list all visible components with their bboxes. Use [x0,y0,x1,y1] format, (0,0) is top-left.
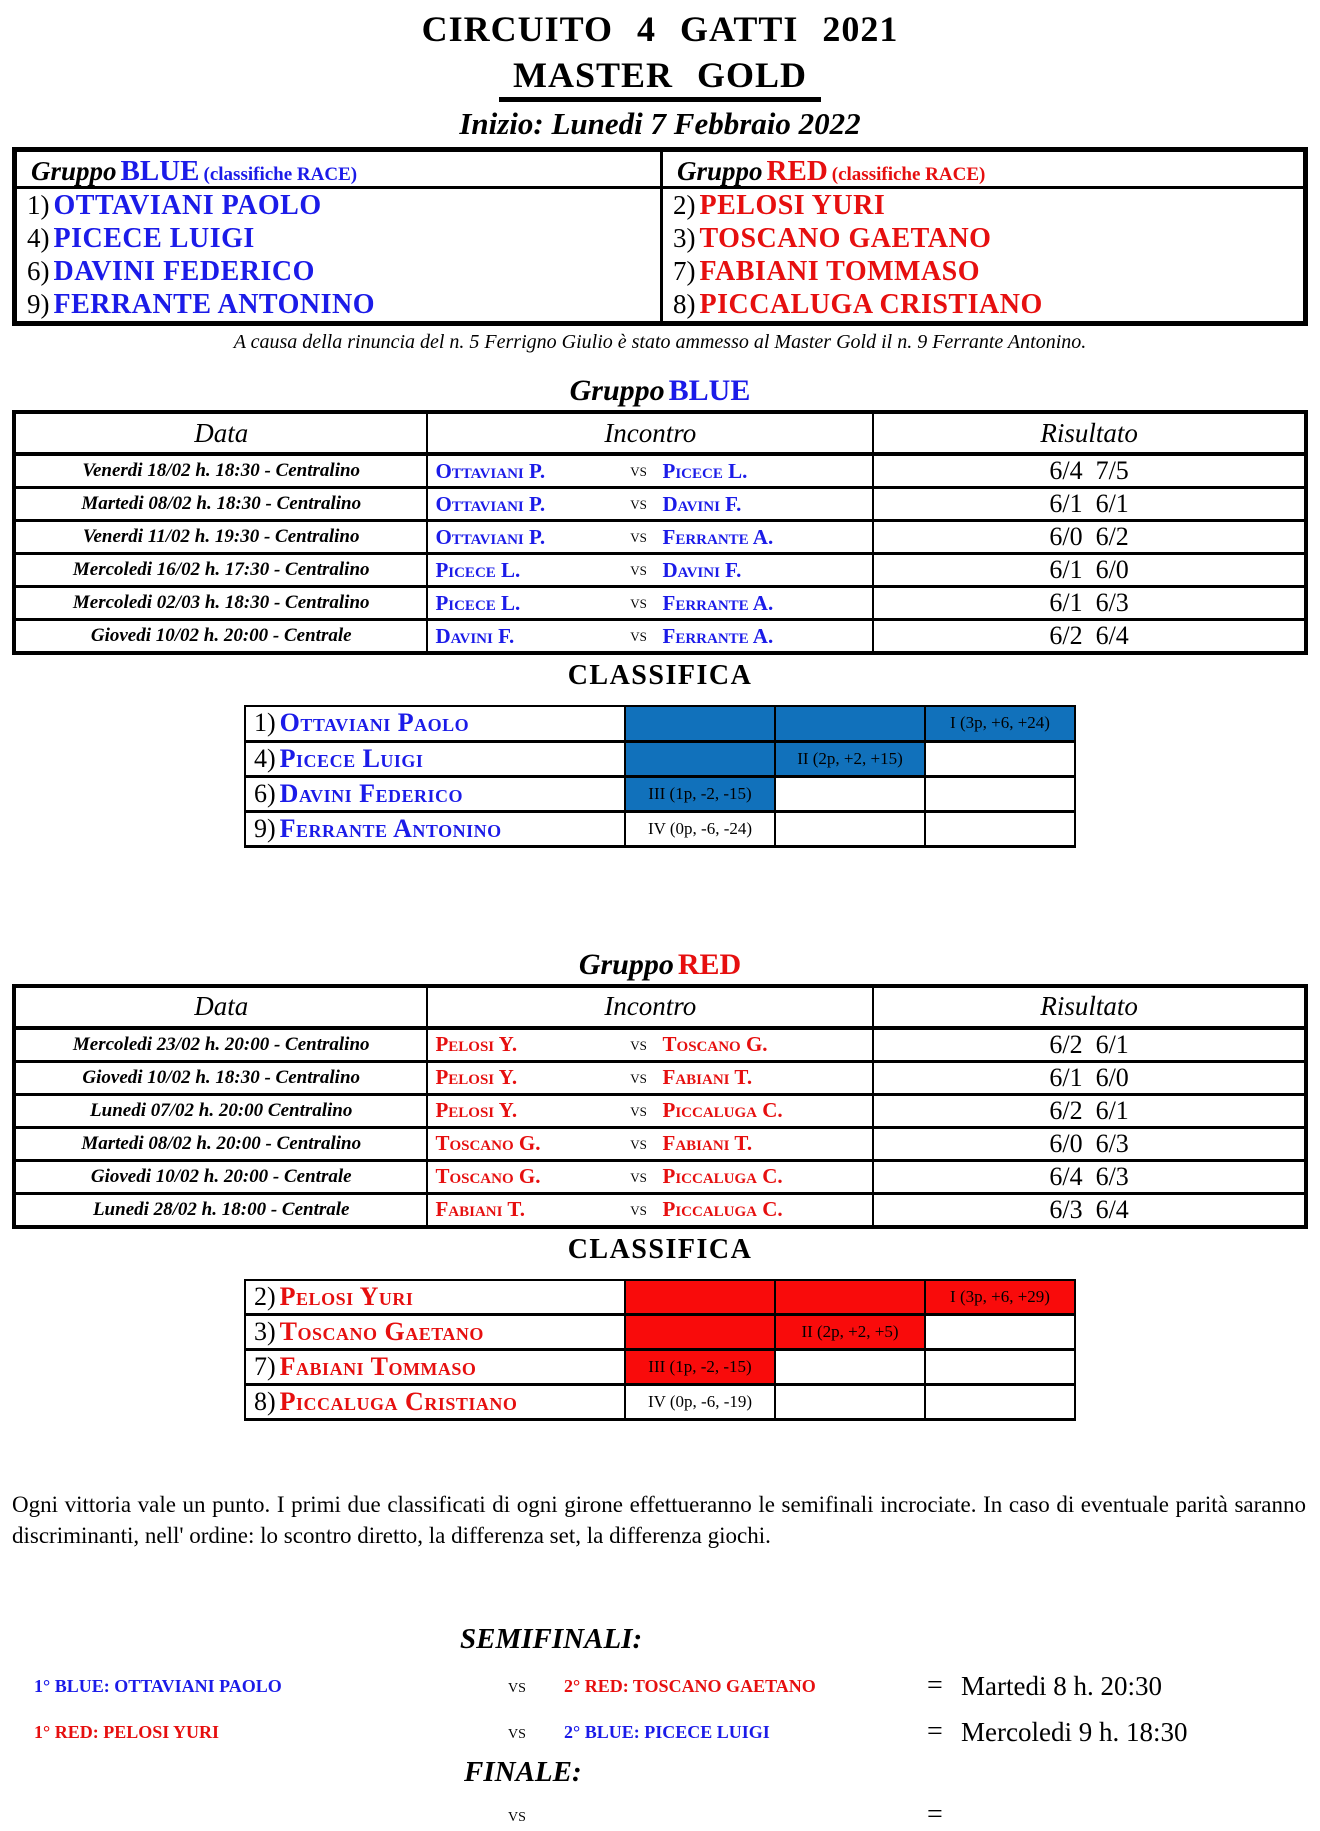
standing-cell [625,1315,775,1350]
player-2: Fabiani T. [662,1131,753,1155]
table-row [14,1094,1306,1127]
player-name: TOSCANO GAETANO [699,223,992,254]
table-row [14,521,1306,554]
table-row [245,741,1075,776]
page-subtitle: MASTER GOLD [499,54,821,102]
table-row [245,1315,1075,1350]
column-header-risultato: Risultato [873,412,1306,454]
group-red-prefix: Gruppo [677,156,763,186]
standing-player [245,1315,625,1350]
list-item [17,222,660,255]
match-result: 6/0 6/3 [873,1127,1306,1160]
player-2: Ferrante A. [662,590,774,615]
match-result: 6/1 6/0 [873,1061,1306,1094]
column-header-incontro: Incontro [427,412,873,454]
standing-cell [925,1350,1075,1385]
classifica-title-red: CLASSIFICA [567,1233,753,1265]
group-blue-prefix: Gruppo [31,156,117,186]
vs-label: vs [630,1198,647,1220]
player-name: DAVINI FEDERICO [53,256,315,287]
player-2: Piccaluga C. [662,1164,783,1188]
group-blue-name: BLUE [120,155,200,187]
match-date: Mercoledi 23/02 h. 20:00 - Centralino [14,1028,427,1062]
heading-prefix: Gruppo [578,947,674,981]
player-2: Toscano G. [662,1032,768,1056]
column-header-incontro: Incontro [427,986,873,1028]
match-result: 6/1 6/1 [873,488,1306,521]
standing-cell: I (3p, +6, +29) [925,1280,1075,1315]
vs-label: vs [630,1132,647,1154]
player-name: Toscano Gaetano [279,1317,484,1346]
group-blue-column [17,152,660,321]
match-date: Venerdi 11/02 h. 19:30 - Centralino [14,521,427,554]
semifinal-row [0,1670,1320,1702]
player-name: Piccaluga Cristiano [279,1387,518,1416]
match-result: 6/4 6/3 [873,1160,1306,1193]
match-date: Mercoledi 16/02 h. 17:30 - Centralino [14,554,427,587]
vs-label: vs [508,1803,526,1826]
match-result: 6/3 6/4 [873,1193,1306,1227]
group-red-suffix: (classifiche RACE) [831,164,986,185]
match-players [427,554,873,587]
match-result: 6/4 7/5 [873,454,1306,488]
table-row [14,488,1306,521]
match-result: 6/1 6/3 [873,587,1306,620]
list-item [663,255,1303,288]
equals-sign: = [927,1716,943,1748]
player-name: Picece Luigi [279,743,424,773]
page-title: CIRCUITO 4 GATTI 2021 [421,9,899,49]
match-players [427,488,873,521]
list-item [663,288,1303,321]
section-heading-blue [0,374,1320,408]
player-2: Ferrante A. [662,524,774,549]
match-result: 6/2 6/4 [873,620,1306,654]
standing-player [245,706,625,741]
equals-sign: = [927,1670,943,1702]
match-date: Lunedi 28/02 h. 18:00 - Centrale [14,1193,427,1227]
vs-label: vs [630,493,647,514]
player-seed: 7) [254,1352,276,1381]
player-2: Picece L. [662,458,748,483]
standing-cell [775,706,925,741]
table-row [14,554,1306,587]
vs-label: vs [630,1099,647,1121]
player-1: Ottaviani P. [435,458,546,483]
standing-cell [925,1385,1075,1420]
vs-label: vs [508,1674,526,1697]
semifinal-schedule: Martedi 8 h. 20:30 [961,1670,1162,1701]
groups-box [12,147,1308,326]
match-date: Venerdi 18/02 h. 18:30 - Centralino [14,454,427,488]
column-header-data: Data [14,412,427,454]
player-1: Pelosi Y. [435,1032,518,1056]
standing-cell [775,1385,925,1420]
standing-cell [925,811,1075,846]
player-seed: 3) [673,223,696,253]
player-seed: 8) [673,289,696,319]
table-header-row [14,412,1306,454]
finale-row [0,1799,1320,1831]
list-item [663,222,1303,255]
standing-player [245,1280,625,1315]
player-1: Toscano G. [435,1164,541,1188]
player-name: OTTAVIANI PAOLO [53,190,322,221]
start-date-line: Inizio: Lunedi 7 Febbraio 2022 [459,106,861,141]
semifinal-schedule: Mercoledi 9 h. 18:30 [961,1716,1188,1747]
classifica-title-blue: CLASSIFICA [567,660,753,691]
player-name: Ottaviani Paolo [279,708,470,738]
standing-cell [925,1315,1075,1350]
heading-group-name: RED [677,947,742,981]
table-row [245,776,1075,811]
vs-label: vs [630,1165,647,1187]
player-seed: 8) [254,1387,276,1416]
player-seed: 2) [673,190,696,220]
player-1: Ottaviani P. [435,524,546,549]
table-row [14,620,1306,654]
player-name: FABIANI TOMMASO [699,256,981,287]
table-row [14,1061,1306,1094]
match-players [427,1127,873,1160]
semifinal-right-player: 2° RED: TOSCANO GAETANO [564,1675,816,1696]
match-date: Giovedi 10/02 h. 20:00 - Centrale [14,1160,427,1193]
match-players [427,1028,873,1062]
player-1: Pelosi Y. [435,1098,518,1122]
player-1: Fabiani T. [435,1197,526,1221]
vs-label: vs [630,460,647,481]
table-row [14,587,1306,620]
standing-cell: IV (0p, -6, -19) [625,1385,775,1420]
player-2: Fabiani T. [662,1065,753,1089]
vs-label: vs [630,1033,647,1055]
player-2: Davini F. [662,491,742,516]
equals-sign: = [927,1799,943,1831]
match-date: Mercoledi 02/03 h. 18:30 - Centralino [14,587,427,620]
player-seed: 4) [27,223,50,253]
standing-cell [775,811,925,846]
player-seed: 4) [254,743,276,773]
player-seed: 2) [254,1281,276,1311]
match-result: 6/1 6/0 [873,554,1306,587]
group-red-column [660,152,1303,321]
match-date: Giovedi 10/02 h. 20:00 - Centrale [14,620,427,654]
semifinal-row [0,1716,1320,1748]
vs-label: vs [508,1720,526,1743]
table-row [245,1350,1075,1385]
blue-standings-table [244,705,1076,848]
player-1: Picece L. [435,590,521,615]
standing-cell [925,776,1075,811]
vs-label: vs [630,592,647,613]
standing-cell: IV (0p, -6, -24) [625,811,775,846]
table-row [245,1280,1075,1315]
standing-cell [625,1280,775,1315]
table-header-row [14,986,1306,1028]
player-name: Fabiani Tommaso [279,1352,477,1381]
match-players [427,1193,873,1227]
standing-cell: III (1p, -2, -15) [625,776,775,811]
standing-cell [775,776,925,811]
rules-paragraph: Ogni vittoria vale un punto. I primi due classificati di ogni girone effettueranno le semifinali incrociate. In caso di eventuale parità saranno discriminanti, nell' ordine: lo scontro diretto, la differenza set, la differenza giochi. [12,1492,1306,1549]
list-item [663,189,1303,222]
player-seed: 6) [27,256,50,286]
player-2: Ferrante A. [662,623,774,648]
match-players [427,454,873,488]
vs-label: vs [630,1066,647,1088]
match-players [427,521,873,554]
player-1: Picece L. [435,557,521,582]
section-heading-red [0,948,1320,982]
standing-cell [925,741,1075,776]
match-players [427,587,873,620]
group-red-name: RED [766,155,828,187]
player-seed: 6) [254,778,276,808]
player-seed: 7) [673,256,696,286]
standing-player [245,811,625,846]
semifinali-heading: SEMIFINALI: [460,1623,643,1656]
standing-cell [775,1280,925,1315]
table-row [14,454,1306,488]
table-row [245,1385,1075,1420]
match-result: 6/0 6/2 [873,521,1306,554]
blue-match-table [12,410,1308,655]
player-2: Piccaluga C. [662,1098,783,1122]
match-result: 6/2 6/1 [873,1094,1306,1127]
finale-heading: FINALE: [464,1756,582,1789]
standing-cell: II (2p, +2, +15) [775,741,925,776]
player-seed: 3) [254,1317,276,1346]
player-seed: 1) [27,190,50,220]
player-name: PELOSI YURI [699,190,886,221]
column-header-data: Data [14,986,427,1028]
match-date: Giovedi 10/02 h. 18:30 - Centralino [14,1061,427,1094]
standing-cell: II (2p, +2, +5) [775,1315,925,1350]
column-header-risultato: Risultato [873,986,1306,1028]
standing-player [245,1350,625,1385]
standing-player [245,776,625,811]
player-seed: 1) [254,708,276,738]
player-seed: 9) [254,813,276,843]
standing-cell: I (3p, +6, +24) [925,706,1075,741]
match-date: Martedi 08/02 h. 18:30 - Centralino [14,488,427,521]
match-players [427,1094,873,1127]
player-1: Pelosi Y. [435,1065,518,1089]
player-1: Ottaviani P. [435,491,546,516]
table-row [14,1028,1306,1062]
match-players [427,620,873,654]
vs-label: vs [630,559,647,580]
player-name: Ferrante Antonino [279,813,502,843]
match-date: Lunedi 07/02 h. 20:00 Centralino [14,1094,427,1127]
standing-player [245,1385,625,1420]
heading-prefix: Gruppo [569,374,665,407]
player-name: PICCALUGA CRISTIANO [699,289,1043,320]
group-red-header [663,152,1303,189]
match-players [427,1061,873,1094]
match-players [427,1160,873,1193]
admission-note: A causa della rinuncia del n. 5 Ferrigno Giulio è stato ammesso al Master Gold il n. 9 Ferrante Antonino. [233,331,1087,353]
list-item [17,189,660,222]
vs-label: vs [630,526,647,547]
player-name: Pelosi Yuri [279,1281,414,1311]
list-item [17,255,660,288]
tournament-sheet [0,8,1320,1831]
group-blue-suffix: (classifiche RACE) [203,164,358,185]
group-blue-header [17,152,660,189]
page-subtitle-wrap [0,54,1320,102]
player-2: Davini F. [662,557,742,582]
standing-cell [625,741,775,776]
match-date: Martedi 08/02 h. 20:00 - Centralino [14,1127,427,1160]
heading-group-name: BLUE [668,374,751,407]
standing-player [245,741,625,776]
red-match-table [12,984,1308,1229]
semifinal-left-player: 1° BLUE: OTTAVIANI PAOLO [34,1675,282,1696]
table-row [14,1127,1306,1160]
red-standings-table [244,1279,1076,1422]
semifinal-right-player: 2° BLUE: PICECE LUIGI [564,1721,770,1742]
player-1: Davini F. [435,623,515,648]
semifinal-left-player: 1° RED: PELOSI YURI [34,1721,220,1742]
list-item [17,288,660,321]
standing-cell: III (1p, -2, -15) [625,1350,775,1385]
standing-cell [625,706,775,741]
player-name: PICECE LUIGI [53,223,255,254]
table-row [14,1160,1306,1193]
player-name: Davini Federico [279,778,464,808]
match-result: 6/2 6/1 [873,1028,1306,1062]
player-1: Toscano G. [435,1131,541,1155]
standing-cell [775,1350,925,1385]
player-name: FERRANTE ANTONINO [53,289,375,320]
table-row [14,1193,1306,1227]
table-row [245,811,1075,846]
player-2: Piccaluga C. [662,1197,783,1221]
player-seed: 9) [27,289,50,319]
vs-label: vs [630,625,647,646]
table-row [245,706,1075,741]
